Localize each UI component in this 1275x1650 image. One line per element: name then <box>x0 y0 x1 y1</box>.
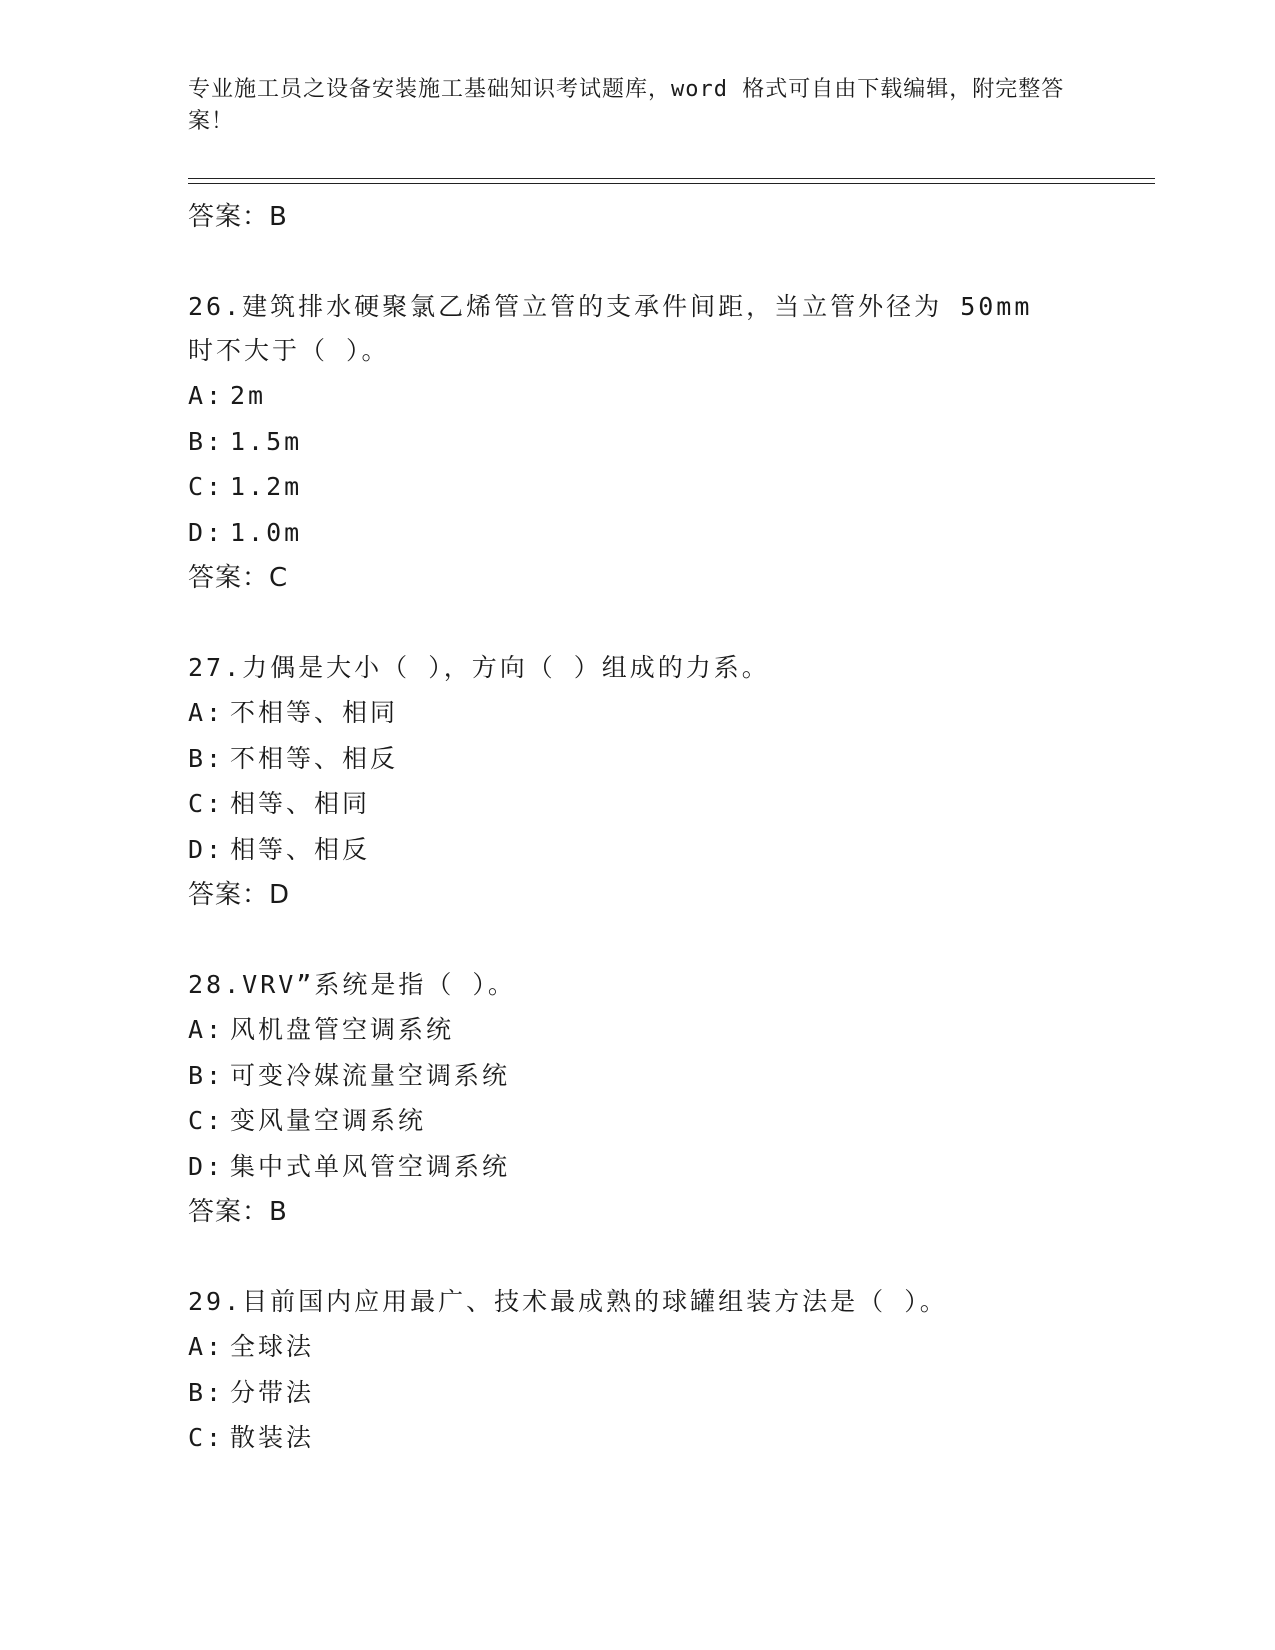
option-b <box>188 419 1088 465</box>
question-text: 27.力偶是大小（ ），方向（ ）组成的力系。 <box>188 653 770 682</box>
option-a <box>188 1007 1088 1053</box>
option-text: 1.0m <box>230 517 303 547</box>
option-key: B: <box>188 1060 225 1090</box>
option-key: A: <box>188 698 225 727</box>
answer-line: 答案：B <box>188 202 288 232</box>
option-text: 2m <box>230 381 267 410</box>
option-text: 1.2m <box>230 472 303 501</box>
option-text: 变风量空调系统 <box>230 1106 427 1135</box>
question-block <box>188 1280 1088 1461</box>
option-text: 集中式单风管空调系统 <box>230 1151 511 1181</box>
page-header-text: 专业施工员之设备安装施工基础知识考试题库，word 格式可自由下载编辑，附完整答案！ <box>188 77 1065 134</box>
option-text: 全球法 <box>230 1332 315 1361</box>
option-text: 可变冷媒流量空调系统 <box>230 1060 511 1090</box>
option-b <box>188 736 1088 782</box>
option-text: 分带法 <box>230 1377 315 1407</box>
option-text: 1.5m <box>230 426 303 456</box>
question-text: 28.VRV”系统是指（ ）。 <box>188 970 516 999</box>
option-text: 相等、相同 <box>230 789 371 818</box>
option-c <box>188 1098 1088 1144</box>
option-key: D: <box>188 834 225 864</box>
option-key: D: <box>188 1151 225 1181</box>
header-rule-top <box>188 178 1155 179</box>
question-text: 26.建筑排水硬聚氯乙烯管立管的支承件间距，当立管外径为 50mm 时不大于（ ）。 <box>188 292 1033 365</box>
option-key: B: <box>188 426 225 456</box>
question-text: 29.目前国内应用最广、技术最成熟的球罐组装方法是（ ）。 <box>188 1287 948 1316</box>
option-key: C: <box>188 789 225 818</box>
option-c <box>188 1415 1088 1461</box>
question-list <box>188 194 1088 1461</box>
answer-line: 答案：C <box>188 563 289 593</box>
option-d <box>188 510 1088 556</box>
option-c <box>188 781 1088 827</box>
option-key: B: <box>188 1377 225 1407</box>
option-key: D: <box>188 517 225 547</box>
question-block <box>188 285 1088 601</box>
header-rule-bottom <box>188 183 1155 184</box>
option-key: C: <box>188 1106 225 1135</box>
option-key: A: <box>188 1015 225 1044</box>
option-d <box>188 827 1088 873</box>
option-c <box>188 464 1088 510</box>
question-block <box>188 646 1088 918</box>
option-a <box>188 690 1088 736</box>
option-b <box>188 1370 1088 1416</box>
option-key: A: <box>188 1332 225 1361</box>
question-block <box>188 963 1088 1235</box>
option-text: 风机盘管空调系统 <box>230 1015 455 1044</box>
option-text: 不相等、相同 <box>230 698 399 727</box>
option-key: B: <box>188 743 225 773</box>
option-d <box>188 1144 1088 1190</box>
option-b <box>188 1053 1088 1099</box>
option-text: 不相等、相反 <box>230 743 399 773</box>
option-a <box>188 373 1088 419</box>
option-text: 相等、相反 <box>230 834 371 864</box>
option-key: C: <box>188 472 225 501</box>
option-key: C: <box>188 1423 225 1452</box>
answer-line: 答案：D <box>188 880 291 910</box>
answer-line: 答案：B <box>188 1197 288 1227</box>
option-a <box>188 1324 1088 1370</box>
option-text: 散装法 <box>230 1423 315 1452</box>
option-key: A: <box>188 381 225 410</box>
